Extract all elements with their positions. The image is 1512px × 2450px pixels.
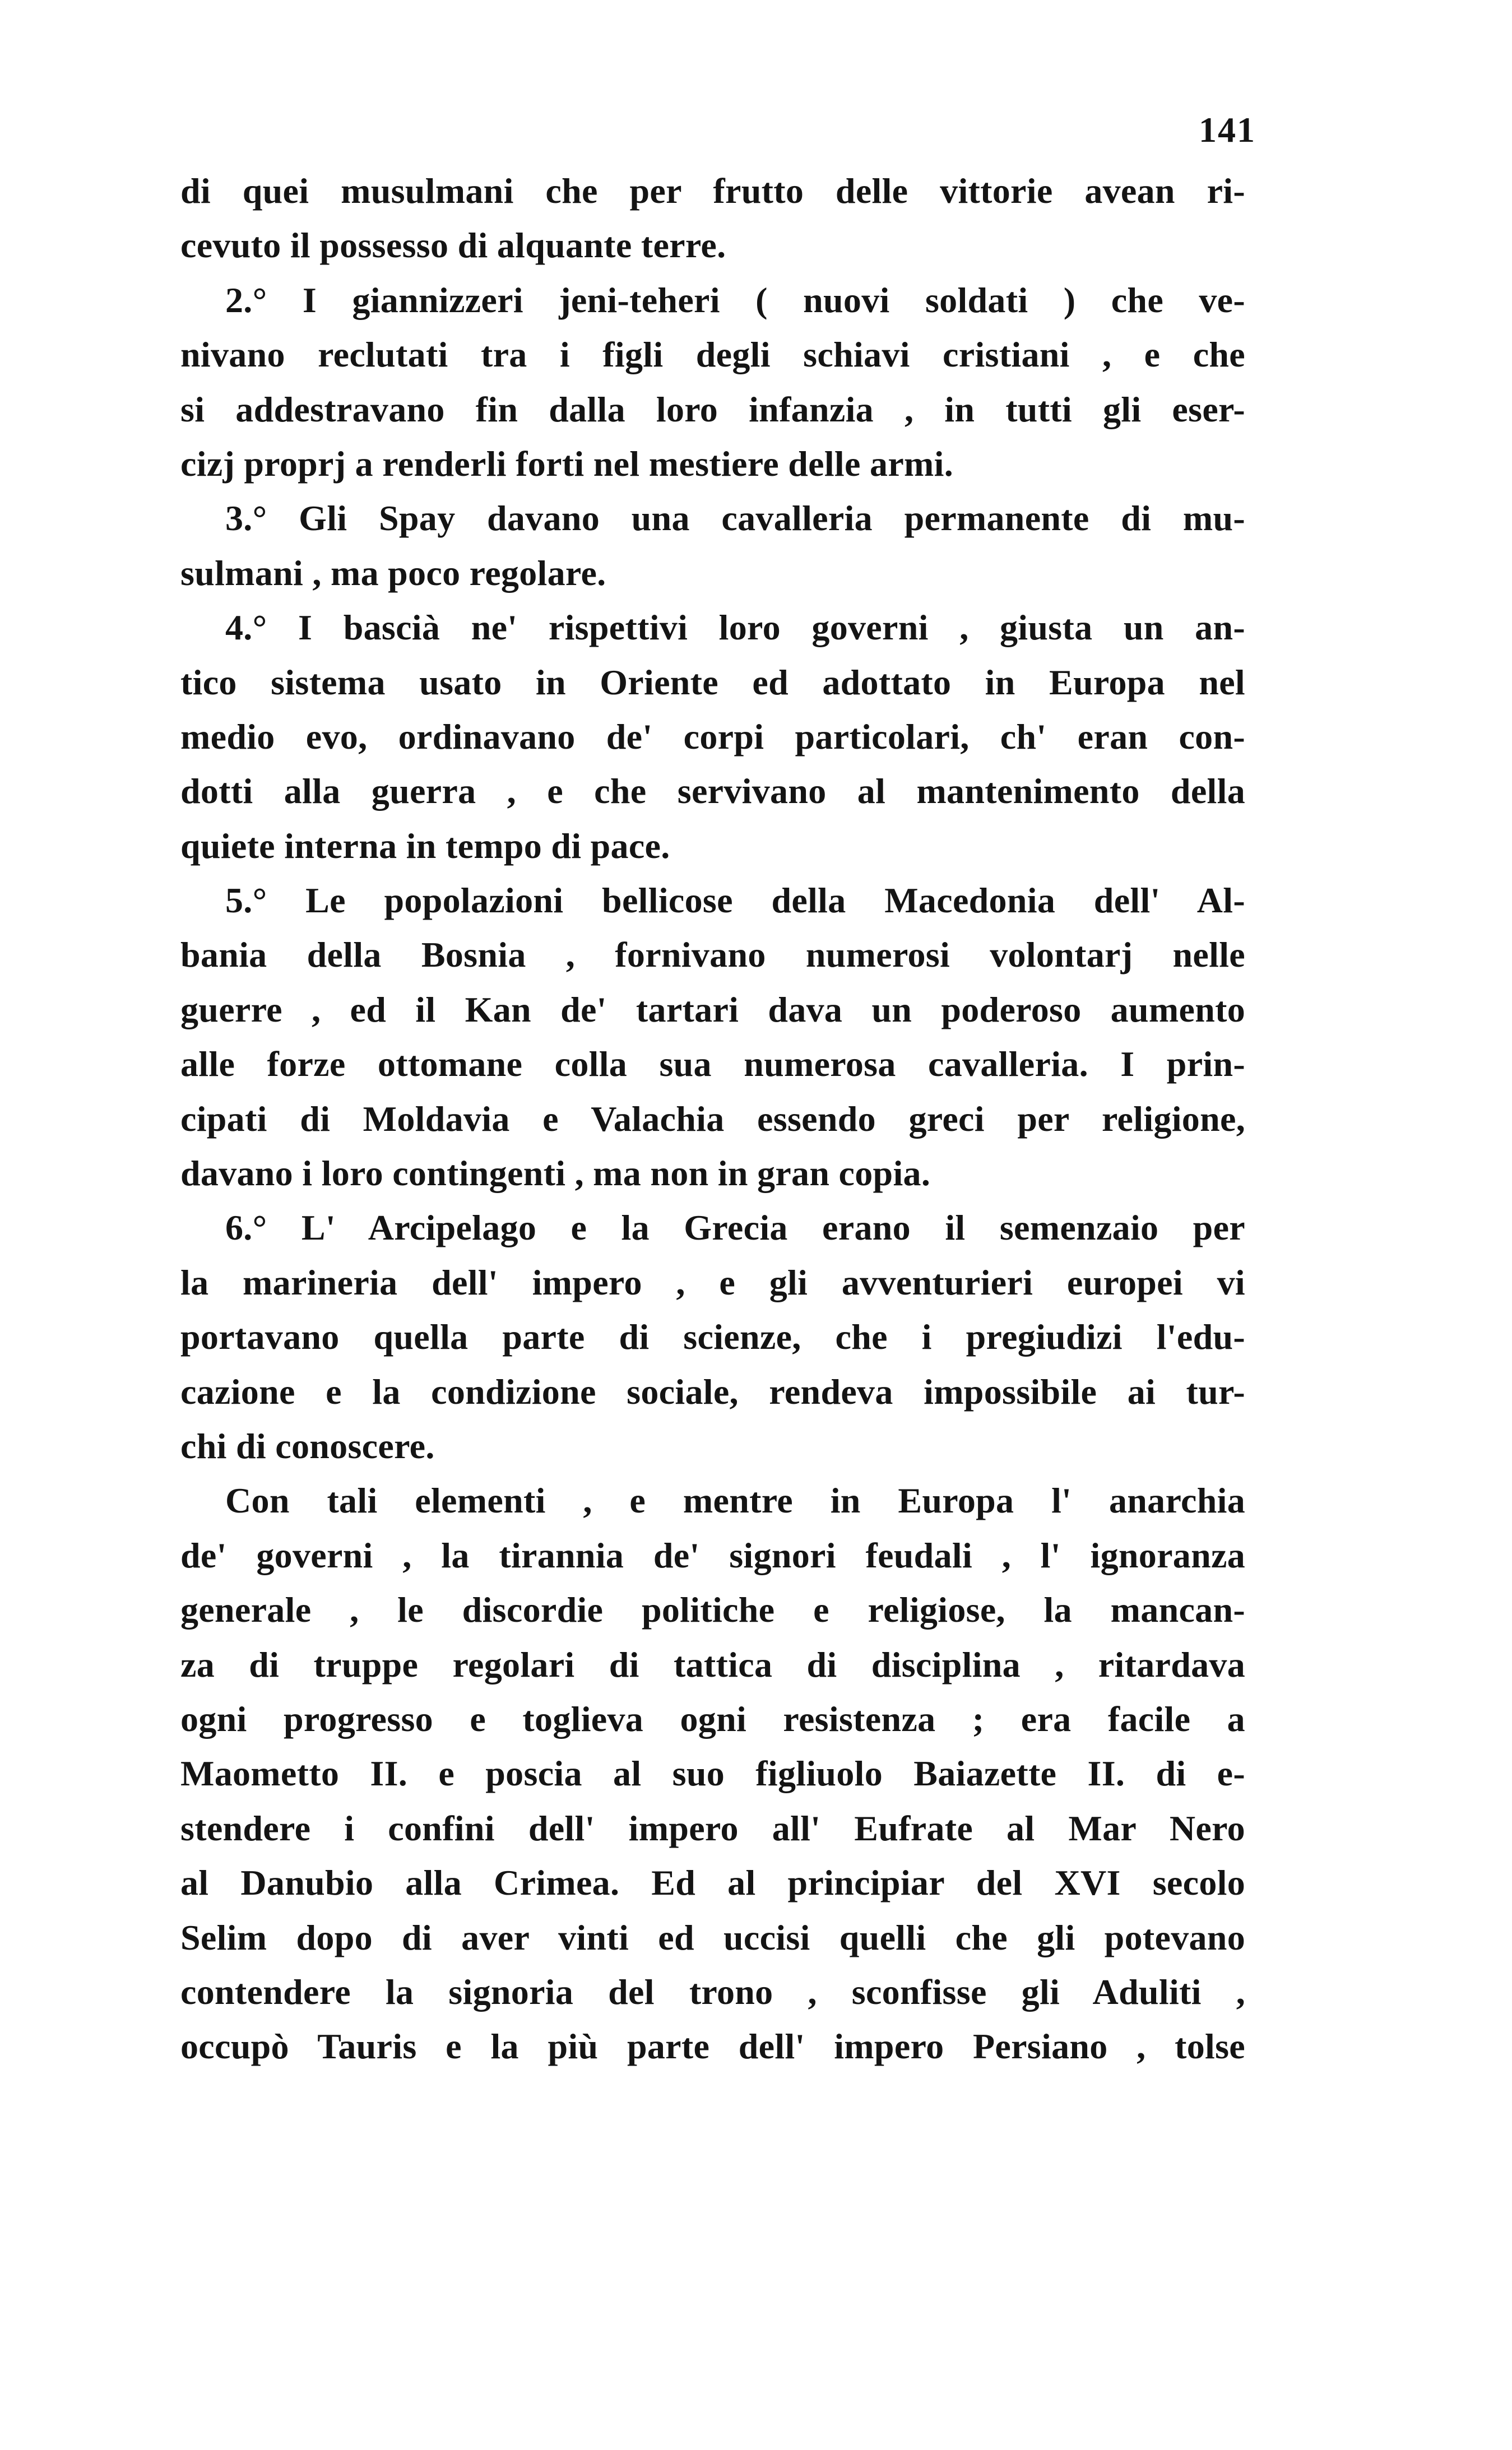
text-line: portavano quella parte di scienze, che i pregiudizi l'edu- [180, 1317, 1245, 1357]
text-line: za di truppe regolari di tattica di disciplina , ritardava [180, 1644, 1245, 1685]
text-line: occupò Tauris e la più parte dell' impero Persiano , tolse [180, 2026, 1245, 2067]
text-line: Maometto II. e poscia al suo figliuolo Baiazette II. di e- [180, 1753, 1245, 1794]
text-line: Con tali elementi , e mentre in Europa l' anarchia [225, 1481, 1245, 1521]
text-line: dotti alla guerra , e che servivano al mantenimento della [180, 771, 1245, 811]
text-line: cizj proprj a renderli forti nel mestiere delle armi. [180, 443, 954, 484]
text-line: 2.° I giannizzeri jeni-teheri ( nuovi soldati ) che ve- [225, 280, 1245, 320]
text-line: quiete interna in tempo di pace. [180, 825, 670, 866]
text-line: tico sistema usato in Oriente ed adottato in Europa nel [180, 662, 1245, 702]
text-line: 3.° Gli Spay davano una cavalleria permanente di mu- [225, 498, 1245, 539]
text-line: 5.° Le popolazioni bellicose della Macedonia dell' Al- [225, 880, 1245, 921]
text-line: sulmani , ma poco regolare. [180, 553, 606, 593]
text-line: contendere la signoria del trono , sconfisse gli Aduliti , [180, 1971, 1245, 2012]
text-line: 4.° I bascià ne' rispettivi loro governi , giusta un an- [225, 607, 1245, 648]
text-line: 6.° L' Arcipelago e la Grecia erano il semenzaio per [225, 1208, 1245, 1248]
text-line: Selim dopo di aver vinti ed uccisi quelli che gli potevano [180, 1917, 1245, 1957]
text-line: di quei musulmani che per frutto delle vittorie avean ri- [180, 171, 1245, 211]
text-line: cipati di Moldavia e Valachia essendo greci per religione, [180, 1098, 1245, 1139]
text-line: generale , le discordie politiche e religiose, la mancan- [180, 1590, 1245, 1630]
text-line: cazione e la condizione sociale, rendeva impossibile ai tur- [180, 1371, 1245, 1412]
text-line: medio evo, ordinavano de' corpi particolari, ch' eran con- [180, 716, 1245, 757]
body-text [180, 164, 1245, 2074]
text-line: chi di conoscere. [180, 1426, 435, 1466]
text-line: davano i loro contingenti , ma non in gran copia. [180, 1153, 931, 1194]
text-line: guerre , ed il Kan de' tartari dava un poderoso aumento [180, 989, 1245, 1029]
page-number: 141 [1199, 110, 1256, 150]
text-line: si addestravano fin dalla loro infanzia , in tutti gli eser- [180, 389, 1245, 429]
text-line: stendere i confini dell' impero all' Eufrate al Mar Nero [180, 1808, 1245, 1848]
text-line: cevuto il possesso di alquante terre. [180, 225, 726, 266]
text-line: ogni progresso e toglieva ogni resistenza ; era facile a [180, 1699, 1245, 1739]
text-line: bania della Bosnia , fornivano numerosi volontarj nelle [180, 935, 1245, 975]
text-line: al Danubio alla Crimea. Ed al principiar del XVI secolo [180, 1863, 1245, 1903]
text-line: alle forze ottomane colla sua numerosa cavalleria. I prin- [180, 1044, 1245, 1084]
text-line: de' governi , la tirannia de' signori feudali , l' ignoranza [180, 1535, 1245, 1575]
text-line: la marineria dell' impero , e gli avventurieri europei vi [180, 1262, 1245, 1302]
text-line: nivano reclutati tra i figli degli schiavi cristiani , e che [180, 335, 1245, 375]
